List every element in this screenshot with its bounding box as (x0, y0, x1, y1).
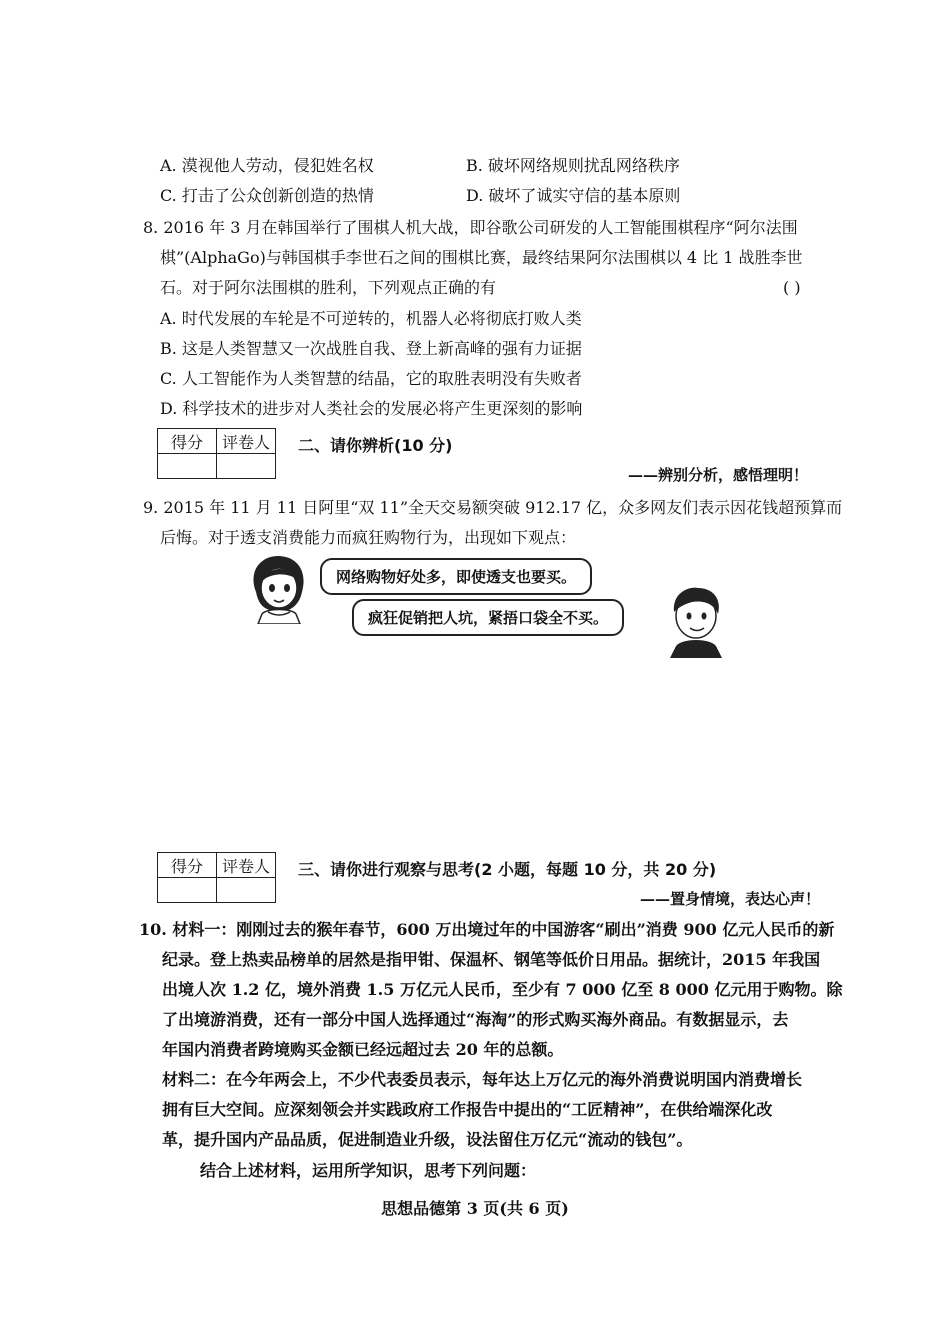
q7-option-a: A. 漠视他人劳动，侵犯姓名权 (160, 156, 374, 175)
grade-box-section2 (157, 428, 276, 479)
q7-option-b: B. 破坏网络规则扰乱网络秩序 (466, 156, 680, 175)
q10-line4: 了出境游消费，还有一部分中国人选择通过“海淘”的形式购买海外商品。有数据显示，去 (162, 1010, 789, 1029)
q10-line1: 10. 材料一：刚刚过去的猴年春节，600 万出境过年的中国游客“刷出”消费 900 亿元人民币的新 (139, 920, 835, 939)
grade-box-section3 (157, 852, 276, 903)
q8-option-d: D. 科学技术的进步对人类社会的发展必将产生更深刻的影响 (160, 399, 583, 418)
q8-answer-blank[interactable]: ( ) (783, 278, 801, 297)
q10-line8: 革，提升国内产品品质，促进制造业升级，设法留住万亿元“流动的钱包”。 (162, 1130, 693, 1149)
section2-motto: ——辨别分析，感悟理明！ (628, 466, 809, 484)
q7-option-d: D. 破坏了诚实守信的基本原则 (466, 186, 681, 205)
girl-cartoon (244, 552, 314, 624)
section3-motto: ——置身情境，表达心声！ (640, 890, 821, 908)
score-cell[interactable] (158, 454, 217, 479)
q8-stem-line3: 石。对于阿尔法围棋的胜利，下列观点正确的有 (160, 278, 497, 297)
grader-cell[interactable] (217, 878, 276, 903)
score-label: 得分 (158, 853, 217, 878)
q10-line2: 纪录。登上热卖品榜单的居然是指甲钳、保温杯、钢笔等低价日用品。据统计，2015 年我国 (162, 950, 821, 969)
section3-title: 三、请你进行观察与思考(2 小题，每题 10 分，共 20 分) (298, 860, 717, 879)
q9-stem-line1: 9. 2015 年 11 月 11 日阿里“双 11”全天交易额突破 912.17 亿，众多网友们表示因花钱超预算而 (143, 498, 843, 517)
grader-label: 评卷人 (217, 429, 276, 454)
speech-bubble-girl: 网络购物好处多，即使透支也要买。 (320, 558, 592, 595)
boy-cartoon (664, 582, 728, 658)
q7-option-c: C. 打击了公众创新创造的热情 (160, 186, 374, 205)
score-label: 得分 (158, 429, 217, 454)
page-footer: 思想品德第 3 页(共 6 页) (381, 1199, 569, 1218)
q8-stem-line1: 8. 2016 年 3 月在韩国举行了围棋人机大战，即谷歌公司研发的人工智能围棋程序“阿尔法围 (143, 218, 798, 237)
q8-stem-line2: 棋”(AlphaGo)与韩国棋手李世石之间的围棋比赛，最终结果阿尔法围棋以 4 比 1 战胜李世 (160, 248, 803, 267)
q10-prompt: 结合上述材料，运用所学知识，思考下列问题： (200, 1161, 537, 1180)
score-cell[interactable] (158, 878, 217, 903)
q9-stem-line2: 后悔。对于透支消费能力而疯狂购物行为，出现如下观点： (160, 528, 577, 547)
q8-option-b: B. 这是人类智慧又一次战胜自我、登上新高峰的强有力证据 (160, 339, 582, 358)
q8-option-a: A. 时代发展的车轮是不可逆转的，机器人必将彻底打败人类 (160, 309, 582, 328)
speech-bubble-boy: 疯狂促销把人坑，紧捂口袋全不买。 (352, 599, 624, 636)
section2-title: 二、请你辨析(10 分) (298, 436, 453, 455)
q10-line5: 年国内消费者跨境购买金额已经远超过去 20 年的总额。 (162, 1040, 564, 1059)
grader-label: 评卷人 (217, 853, 276, 878)
q10-line3: 出境人次 1.2 亿，境外消费 1.5 万亿元人民币，至少有 7 000 亿至 8 000 亿元用于购物。除 (162, 980, 843, 999)
grader-cell[interactable] (217, 454, 276, 479)
q8-option-c: C. 人工智能作为人类智慧的结晶，它的取胜表明没有失败者 (160, 369, 582, 388)
q10-line7: 拥有巨大空间。应深刻领会并实践政府工作报告中提出的“工匠精神”，在供给端深化改 (162, 1100, 773, 1119)
q10-line6: 材料二：在今年两会上，不少代表委员表示，每年达上万亿元的海外消费说明国内消费增长 (162, 1070, 803, 1089)
